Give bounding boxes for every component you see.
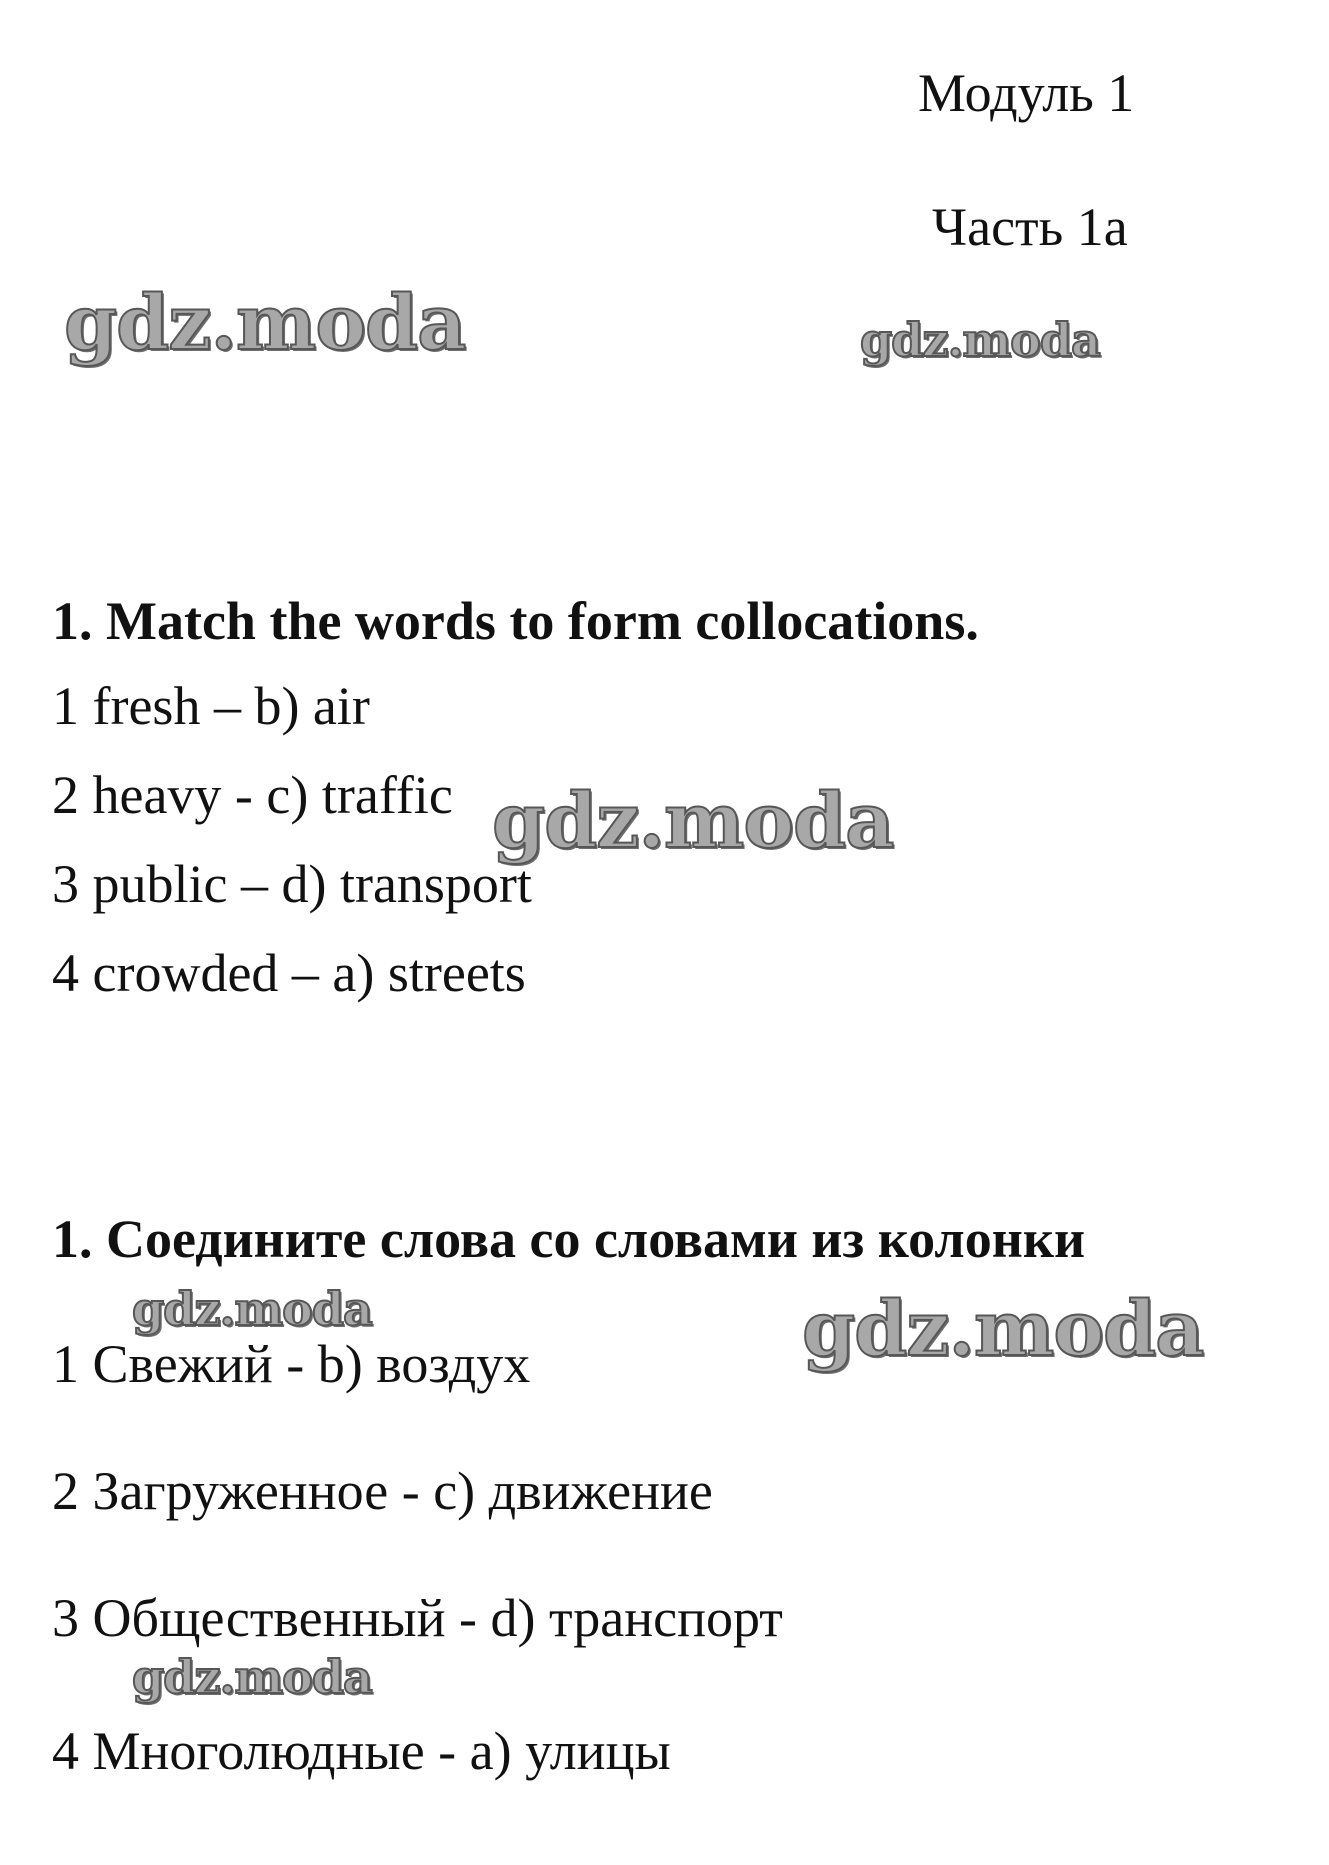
watermark-logo: gdz.moda bbox=[492, 776, 894, 865]
watermark-logo: gdz.moda bbox=[132, 1282, 372, 1336]
watermark-logo: gdz.moda bbox=[860, 313, 1100, 367]
english-task-item: 2 heavy - c) traffic bbox=[52, 765, 453, 825]
module-title: Модуль 1 bbox=[918, 63, 1135, 123]
english-task-item: 3 public – d) transport bbox=[52, 854, 532, 914]
watermark-logo: gdz.moda bbox=[132, 1650, 372, 1704]
russian-task-heading: 1. Соедините слова со словами из колонки bbox=[52, 1209, 1086, 1269]
russian-task-item: 1 Свежий - b) воздух bbox=[52, 1334, 531, 1394]
russian-task-item: 4 Многолюдные - a) улицы bbox=[52, 1721, 671, 1781]
watermark-logo: gdz.moda bbox=[802, 1284, 1204, 1373]
english-task-heading: 1. Match the words to form collocations. bbox=[52, 591, 979, 651]
english-task-item: 1 fresh – b) air bbox=[52, 676, 370, 736]
russian-task-item: 3 Общественный - d) транспорт bbox=[52, 1588, 783, 1648]
watermark-logo: gdz.moda bbox=[64, 278, 466, 367]
part-title: Часть 1а bbox=[932, 197, 1128, 257]
russian-task-item: 2 Загруженное - c) движение bbox=[52, 1461, 713, 1521]
english-task-item: 4 crowded – a) streets bbox=[52, 943, 526, 1003]
